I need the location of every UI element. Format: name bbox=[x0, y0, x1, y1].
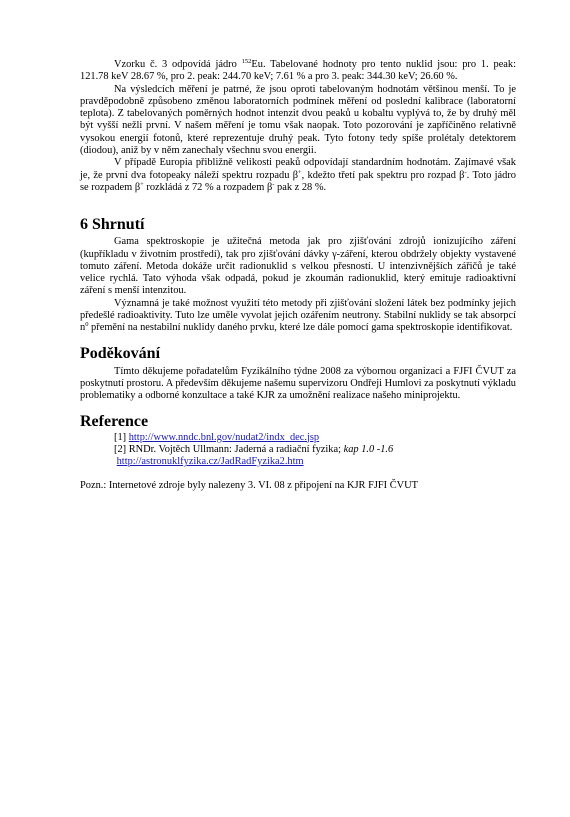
superscript: 152 bbox=[241, 58, 252, 65]
reference-chapters: kap 1.0 -1.6 bbox=[343, 443, 394, 455]
text-span: . Toto jádro se rozpadem β bbox=[80, 169, 516, 193]
reference-item-1 bbox=[114, 432, 516, 444]
text-span: V případě Europia přibližně velikosti peaků odpovídají standardním hodnotám. Zajímavé však je, že první dva fotopeaky náleží spektru rozpadu β bbox=[80, 157, 516, 181]
summary-paragraph-1: Gama spektroskopie je užitečná metoda jak pro zjišťování zdrojů ionizujícího záření (kupříkladu v životním prostředí), tak pro zjišťování dávky γ-záření, kterou obdržely objekty vystavené tomuto záření. Metoda dokáže určit radionuklid s velkou přesností. U intenzivnějších zářičů je také velice rychlá. Tato výhoda však odpadá, pokud je zkoumán radionuklid, který emituje radioaktivní záření s menší intenzitou. bbox=[80, 236, 516, 297]
reference-list bbox=[80, 432, 516, 469]
text-span: , kdežto třetí pak spektru pro rozpad β bbox=[301, 169, 465, 181]
results-paragraph-3 bbox=[80, 157, 516, 194]
page-content bbox=[80, 59, 516, 493]
reference-link-1[interactable]: http://www.nndc.bnl.gov/nudat2/indx_dec.jsp bbox=[128, 431, 320, 443]
reference-number: [1] bbox=[114, 431, 129, 443]
results-paragraph-2: Na výsledcích měření je patrné, že jsou oproti tabelovaným hodnotám většinou menší. To je pravděpodobně způsobeno změnou laboratorních podmínek měření od poslední kalibrace (laboratorní teplota). Z tabelovaných poměrných hodnot intenzit dvou peaků u kobaltu vyplývá to, že by druhý měl být vyšší nežli první. V našem měření je tomu však naopak. Toto pozorování je zapříčiněno relativně vysokou energií fotonů, které reprezentuje druhý peak. Tyto fotony tedy spíše prolétaly detektorem (diodou), aniž by v něm zanechaly všechnu svou energii. bbox=[80, 83, 516, 157]
results-paragraph-1 bbox=[80, 59, 516, 84]
text-span: Významná je také možnost využití této metody při zjišťování složení látek bez podmínky jejich předešlé radioaktivity. Tuto lze uměle vyvolat jejich ozářením neutrony. Stabilní nuklidy se tak absorpcí n bbox=[80, 297, 516, 334]
reference-link-2[interactable]: http://astronuklfyzika.cz/JadRadFyzika2.htm bbox=[116, 456, 304, 468]
text-span: přemění na nestabilní nuklidy daného prvku, které lze dále pomocí gama spektroskopie identifikovat. bbox=[88, 322, 513, 334]
text-span: Vzorku č. 3 odpovídá jádro bbox=[114, 59, 242, 70]
reference-number: [2] bbox=[114, 443, 129, 455]
reference-item-2-link-line bbox=[114, 456, 516, 468]
section-heading-summary: 6 Shrnutí bbox=[80, 216, 145, 234]
superscript: - bbox=[272, 180, 275, 188]
summary-paragraph-2 bbox=[80, 298, 516, 335]
superscript: + bbox=[140, 180, 144, 188]
text-span: Eu. Tabelované hodnoty pro tento nuklid jsou: pro 1. peak: 121.78 keV 28.67 %, pro 2. peak: 244.70 keV; 7.61 % a pro 3. peak: 344.30 keV; 26.60 %. bbox=[80, 59, 516, 83]
section-heading-references: Reference bbox=[80, 412, 149, 430]
acknowledgements-paragraph: Tímto děkujeme pořadatelům Fyzikálního týdne 2008 za výbornou organizaci a FJFI ČVUT za poskytnutí prostoru. A především děkujeme našemu supervizoru Ondřeji Humlovi za poskytnutí výkladu problematiky a odborné konzultace a také KJR za umožnění realizace našeho miniprojektu. bbox=[80, 365, 516, 402]
reference-text: RNDr. Vojtěch Ullmann: Jaderná a radiační fyzika; bbox=[128, 443, 344, 455]
superscript: 0 bbox=[85, 321, 89, 329]
superscript: - bbox=[464, 168, 467, 176]
section-heading-acknowledgements: Poděkování bbox=[80, 344, 161, 362]
footnote: Pozn.: Internetové zdroje byly nalezeny 3. VI. 08 z připojení na KJR FJFI ČVUT bbox=[80, 480, 419, 492]
text-span: rozkládá z 72 % a rozpadem β bbox=[143, 181, 273, 193]
text-span: pak z 28 %. bbox=[274, 181, 327, 193]
reference-item-2 bbox=[114, 444, 516, 456]
superscript: + bbox=[297, 168, 302, 176]
